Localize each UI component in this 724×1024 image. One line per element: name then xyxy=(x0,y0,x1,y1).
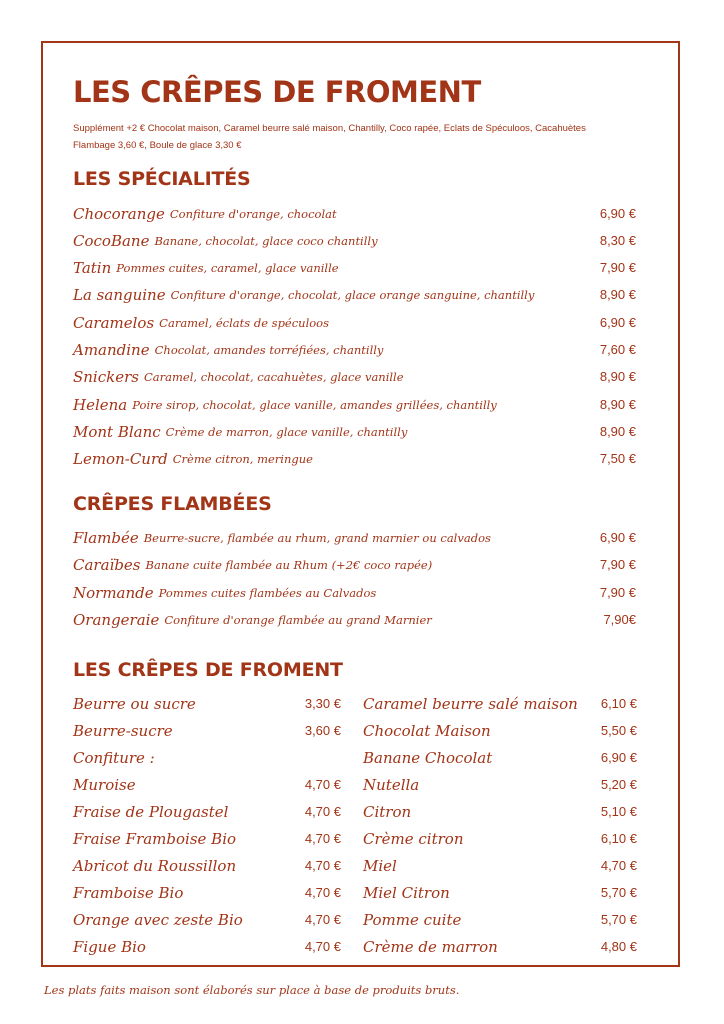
menu-item xyxy=(73,524,636,551)
item-name: Pomme cuite xyxy=(363,910,462,929)
item-price: 3,60 € xyxy=(304,723,341,738)
menu-item xyxy=(73,906,341,933)
item-price: 4,70 € xyxy=(600,858,637,873)
menu-item xyxy=(73,933,341,960)
item-description: Pommes cuites, caramel, glace vanille xyxy=(116,260,339,275)
footer-note: Les plats faits maison sont élaborés sur place à base de produits bruts. xyxy=(44,983,460,997)
menu-item xyxy=(73,798,341,825)
menu-item xyxy=(363,690,637,717)
menu-item xyxy=(73,200,636,227)
item-name: Orangeraie xyxy=(73,610,160,629)
item-price: 5,20 € xyxy=(600,777,637,792)
section-title-froment: LES CRÊPES DE FROMENT xyxy=(73,659,343,681)
item-name: Miel xyxy=(363,856,397,875)
froment-right-column xyxy=(363,690,637,960)
item-price: 8,90 € xyxy=(599,424,636,439)
item-price: 4,70 € xyxy=(304,804,341,819)
menu-item xyxy=(73,551,636,578)
item-price: 8,90 € xyxy=(599,369,636,384)
item-price: 8,90 € xyxy=(599,397,636,412)
menu-item xyxy=(73,852,341,879)
menu-item xyxy=(363,744,637,771)
item-price: 8,30 € xyxy=(599,233,636,248)
item-price: 7,50 € xyxy=(599,451,636,466)
item-name: Beurre ou sucre xyxy=(73,694,196,713)
item-price: 7,60 € xyxy=(599,342,636,357)
menu-item xyxy=(73,690,341,717)
item-price: 7,90 € xyxy=(599,557,636,572)
section-title-specialites: LES SPÉCIALITÉS xyxy=(73,168,251,190)
menu-frame xyxy=(41,41,680,967)
item-description: Pommes cuites flambées au Calvados xyxy=(158,585,377,600)
item-name: Normande xyxy=(73,583,154,602)
item-description: Crème de marron, glace vanille, chantilly xyxy=(165,424,408,439)
menu-item xyxy=(73,391,636,418)
item-price: 6,10 € xyxy=(600,831,637,846)
item-name: Caramelos xyxy=(73,313,155,332)
item-price: 4,80 € xyxy=(600,939,637,954)
item-price: 6,90 € xyxy=(600,750,637,765)
page-title: LES CRÊPES DE FROMENT xyxy=(73,75,481,109)
item-price: 6,10 € xyxy=(600,696,637,711)
item-price: 6,90 € xyxy=(599,530,636,545)
item-description: Caramel, chocolat, cacahuètes, glace vanille xyxy=(143,369,404,384)
item-description: Banane cuite flambée au Rhum (+2€ coco rapée) xyxy=(145,557,433,572)
menu-item xyxy=(73,771,341,798)
item-price: 5,50 € xyxy=(600,723,637,738)
menu-item xyxy=(73,825,341,852)
item-name: Caraïbes xyxy=(73,555,141,574)
item-name: Muroise xyxy=(73,775,136,794)
item-description: Banane, chocolat, glace coco chantilly xyxy=(154,233,378,248)
menu-item xyxy=(363,717,637,744)
item-name: Flambée xyxy=(73,528,139,547)
item-price: 7,90 € xyxy=(599,260,636,275)
menu-item xyxy=(363,879,637,906)
item-name: Amandine xyxy=(73,340,150,359)
item-price: 4,70 € xyxy=(304,858,341,873)
item-name: Confiture : xyxy=(73,748,155,767)
item-price: 7,90 € xyxy=(599,585,636,600)
menu-item xyxy=(73,254,636,281)
item-name: Crème de marron xyxy=(363,937,498,956)
item-description: Chocolat, amandes torréfiées, chantilly xyxy=(154,342,384,357)
item-price: 4,70 € xyxy=(304,777,341,792)
item-price: 5,70 € xyxy=(600,885,637,900)
menu-item xyxy=(73,579,636,606)
item-price: 6,90 € xyxy=(599,206,636,221)
item-name: Abricot du Roussillon xyxy=(73,856,237,875)
item-description: Poire sirop, chocolat, glace vanille, amandes grillées, chantilly xyxy=(132,397,497,412)
item-name: Nutella xyxy=(363,775,420,794)
menu-item xyxy=(363,771,637,798)
item-name: Helena xyxy=(73,395,128,414)
item-name: La sanguine xyxy=(73,285,166,304)
menu-item xyxy=(363,852,637,879)
item-name: CocoBane xyxy=(73,231,150,250)
item-price: 6,90 € xyxy=(599,315,636,330)
section-title-flambees: CRÊPES FLAMBÉES xyxy=(73,493,272,515)
supplement-line: Supplément +2 € Chocolat maison, Caramel beurre salé maison, Chantilly, Coco rapée, Eclats de Spéculoos, Cacahuètes xyxy=(73,123,586,134)
item-name: Framboise Bio xyxy=(73,883,184,902)
item-name: Fraise Framboise Bio xyxy=(73,829,237,848)
item-name: Figue Bio xyxy=(73,937,146,956)
item-name: Orange avec zeste Bio xyxy=(73,910,243,929)
menu-item xyxy=(73,717,341,744)
item-name: Tatin xyxy=(73,258,112,277)
item-name: Fraise de Plougastel xyxy=(73,802,229,821)
item-description: Confiture d'orange, chocolat, glace orange sanguine, chantilly xyxy=(170,287,535,302)
item-description: Caramel, éclats de spéculoos xyxy=(159,315,330,330)
item-price: 5,10 € xyxy=(600,804,637,819)
item-name: Miel Citron xyxy=(363,883,450,902)
item-price: 5,70 € xyxy=(600,912,637,927)
menu-item xyxy=(73,281,636,308)
item-name: Chocolat Maison xyxy=(363,721,491,740)
froment-left-column xyxy=(73,690,341,960)
item-name: Crème citron xyxy=(363,829,464,848)
item-name: Snickers xyxy=(73,367,139,386)
menu-item xyxy=(363,798,637,825)
item-description: Confiture d'orange, chocolat xyxy=(169,206,337,221)
item-name: Citron xyxy=(363,802,412,821)
item-price: 4,70 € xyxy=(304,885,341,900)
item-price: 7,90€ xyxy=(603,612,636,627)
item-description: Beurre-sucre, flambée au rhum, grand marnier ou calvados xyxy=(143,530,491,545)
menu-item xyxy=(363,906,637,933)
item-description: Crème citron, meringue xyxy=(172,451,313,466)
item-price: 8,90 € xyxy=(599,287,636,302)
item-price: 4,70 € xyxy=(304,831,341,846)
item-name: Mont Blanc xyxy=(73,422,161,441)
menu-item xyxy=(73,445,636,472)
menu-item xyxy=(73,363,636,390)
menu-item xyxy=(73,744,341,771)
item-name: Lemon-Curd xyxy=(73,449,168,468)
menu-item xyxy=(73,336,636,363)
menu-item xyxy=(73,418,636,445)
item-price: 3,30 € xyxy=(304,696,341,711)
menu-item xyxy=(73,606,636,633)
item-price: 4,70 € xyxy=(304,939,341,954)
menu-item xyxy=(363,825,637,852)
item-name: Banane Chocolat xyxy=(363,748,493,767)
item-description: Confiture d'orange flambée au grand Marnier xyxy=(164,612,432,627)
item-name: Chocorange xyxy=(73,204,165,223)
item-name: Caramel beurre salé maison xyxy=(363,694,578,713)
menu-item xyxy=(73,309,636,336)
menu-item xyxy=(73,227,636,254)
menu-item xyxy=(363,933,637,960)
item-name: Beurre-sucre xyxy=(73,721,173,740)
item-price: 4,70 € xyxy=(304,912,341,927)
flambage-line: Flambage 3,60 €, Boule de glace 3,30 € xyxy=(73,140,242,151)
menu-item xyxy=(73,879,341,906)
